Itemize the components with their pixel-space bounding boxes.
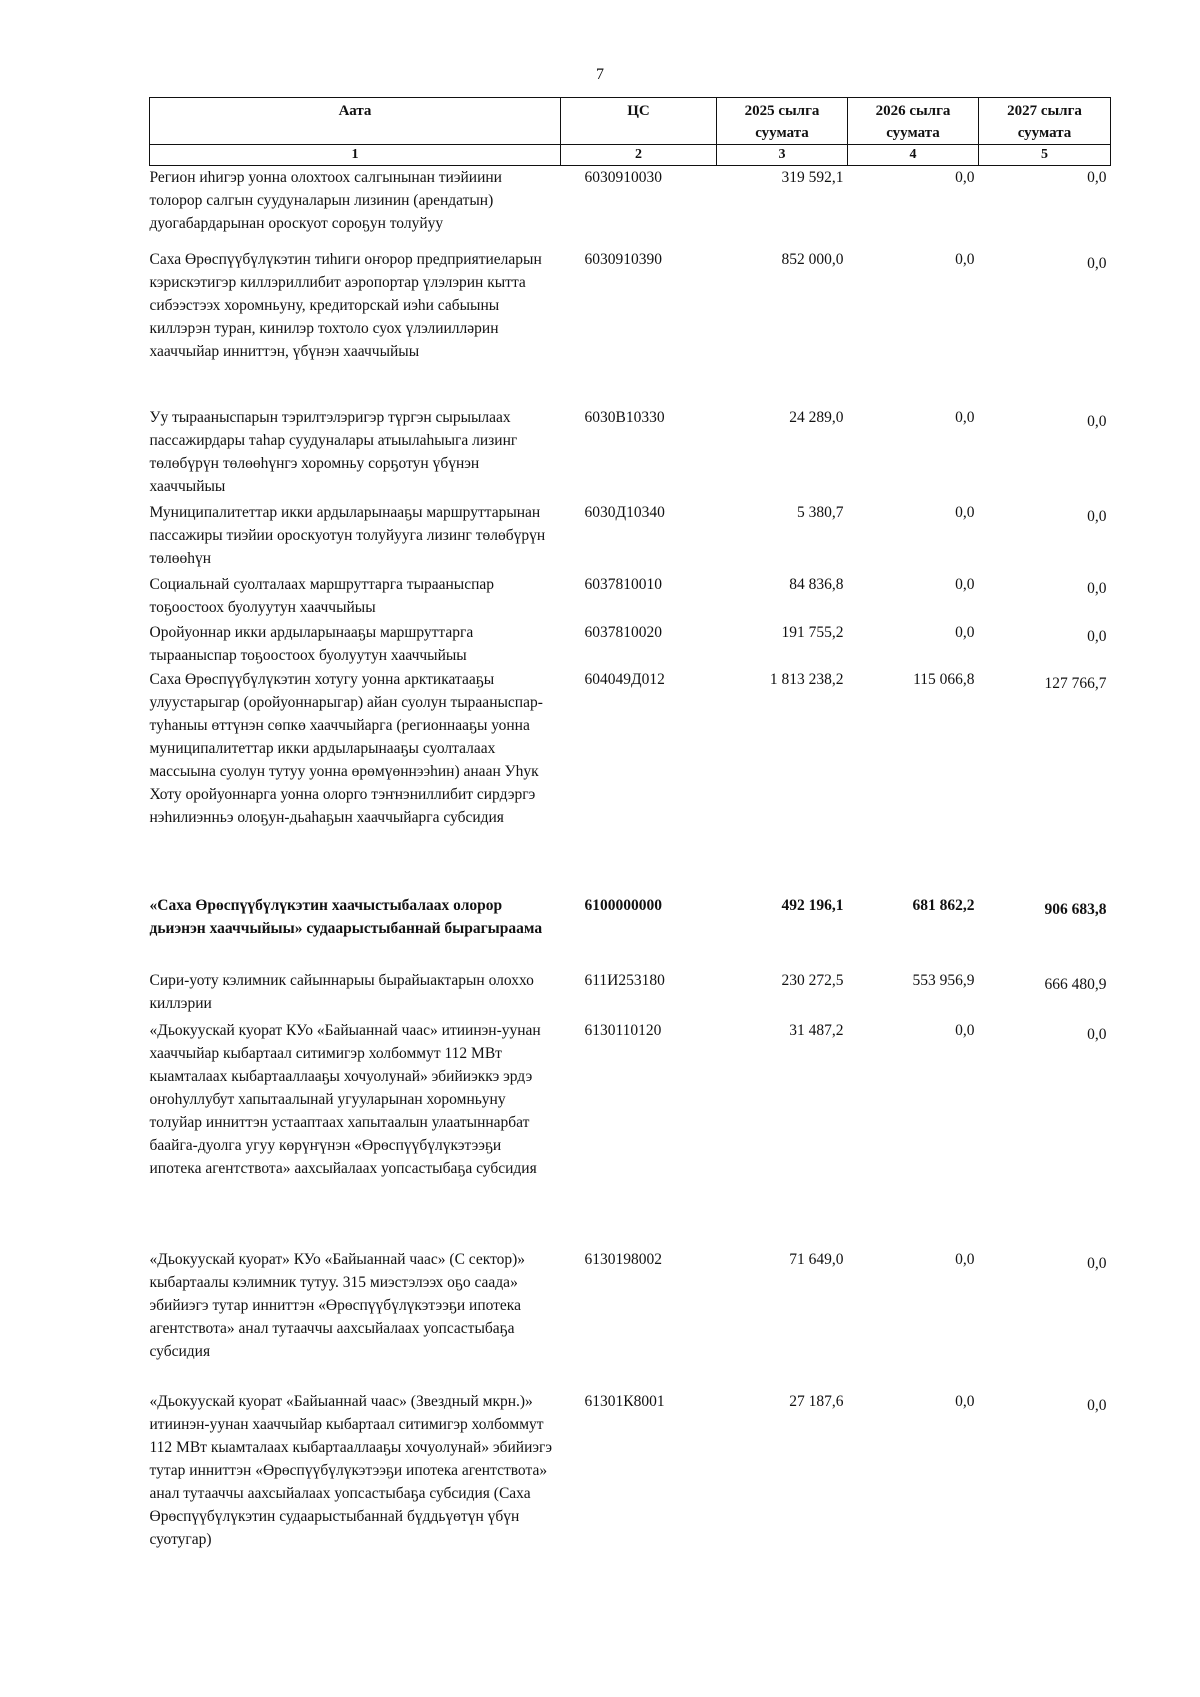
row-name: Оройуоннар икки ардыларынааҕы маршруттарга тырааныспар тоҕоостоох буолуутун хааччыйыы [149,623,474,664]
header-cs: ЦС [561,98,717,145]
row-name: Саха Өрөспүүбүлүкэтин хотугу уонна арктикатааҕы улуустарыгар (оройуоннарыгар) айан суолун тырааныспар-туһаныы өттүнэн сөпкө хааччыйарга (регионнааҕы уонна муниципалитеттар икки ардыларынааҕы суолталаах массыына суолун тутуу уонна өрөмүөннээһин) анаан Уһук Хоту оройуоннарга уонна олорго тэҥнэниллибит сирдэргэ нэһилиэнньэ олоҕун-дьаһаҕын хааччыйарга субсидия [149,670,543,826]
page-number: 7 [596,66,604,83]
row-name: «Дьокуускай куорат «Байыаннай чаас» (Звездный мкрн.)» итиинэн-уунан хааччыйар кыбартаал ситимигэр холбоммут 112 МВт кыамталаах кыбартааллааҕы хочуолунай» эбийиэгэ тутар инниттэн «Өрөспүүбүлүкэтээҕи ипотека агентствота» анал тутааччы аахсыйалаах уопсастыбаҕа субсидия (Саха Өрөспүүбүлүкэтин судаарыстыбаннай бүддьүөтүн үбүн суотугар) [149,1392,553,1548]
row-2026-value: 0,0 [955,623,975,641]
row-2026-value: 115 066,8 [913,670,975,688]
row-2025-value: 191 755,2 [781,623,844,641]
row-2026-value: 553 956,9 [912,971,975,989]
row-2027-value: 0,0 [1087,507,1107,525]
row-2026-value: 681 862,2 [912,896,975,914]
header-2026: 2026 сылга суумата [848,98,979,145]
row-2027-value: 0,0 [1087,169,1107,186]
row-name: Регион иһигэр уонна олохтоох салгынынан тиэйиини толорор салгын суудуналарын лизинин (арендатын) дуогабардарынан ороскуот сороҕун толуйуу [149,169,502,232]
column-number: 3 [717,145,848,166]
row-cs-code: 6100000000 [584,896,662,914]
row-cs-code: 6037810020 [584,623,662,641]
row-name: Сири-уоту кэлимник сайыннарыы бырайыактарын олоххо киллэрии [149,971,534,1012]
row-2027-value: 0,0 [1087,1396,1107,1414]
row-2025-value: 230 272,5 [781,971,844,989]
row-name: Уу тырааныспарын тэрилтэлэригэр түргэн сырыылаах пассажирдары таһар суудуналары атыылаһыыга лизинг төлөбүрүн төлөөһүнгэ хоромньу сорҕотун үбүнэн хааччыйыы [149,408,518,495]
table-row [150,248,1111,406]
table-row [150,969,1111,1019]
row-2025-value: 319 592,1 [781,169,844,186]
row-cs-code: 61301К8001 [584,1392,665,1410]
row-2026-value: 0,0 [955,575,975,593]
row-2025-value: 1 813 238,2 [769,670,844,688]
row-2026-value: 0,0 [955,408,975,426]
table-header-row [150,98,1111,145]
row-2025-value: 71 649,0 [789,1250,844,1268]
row-2025-value: 84 836,8 [789,575,844,593]
column-number: 4 [848,145,979,166]
header-name: Аата [150,98,561,145]
row-name: Саха Өрөспүүбүлүкэтин тиһиги оҥорор предприятиеларын кэрискэтигэр киллэриллибит аэропортар үлэлэрин кытта сибээстээх хоромньуну, кредиторскай иэһи сабыыны киллэрэн туран, кинилэр тохтоло суох үлэлиилләрин хааччыйар инниттэн, үбүнэн хааччыйыы [149,250,542,360]
table-row [150,406,1111,501]
row-2026-value: 0,0 [955,1250,975,1268]
column-number: 2 [561,145,717,166]
header-2027: 2027 сылга суумата [979,98,1111,145]
row-2025-value: 852 000,0 [781,250,844,268]
row-2027-value: 906 683,8 [1044,900,1107,918]
row-2027-value: 0,0 [1087,627,1107,645]
table-row-program [150,894,1111,969]
row-2027-value: 127 766,7 [1044,674,1107,692]
row-name: «Дьокуускай куорат КУо «Байыаннай чаас» итиинэн-уунан хааччыйар кыбартаал ситимигэр холбоммут 112 МВт кыамталаах кыбартааллааҕы хочуолунай» эбийиэккэ эрдэ оҥоһуллубут хапытаалынай угууларынан хоромньуну толуйар инниттэн устааптаах хапытаалын улаатыннарбат баайга-дуолга угуу көрүҥүнэн «Өрөспүүбүлүкэтээҕи ипотека агентствота» аахсыйалаах уопсастыбаҕа субсидия [149,1021,541,1177]
row-cs-code: 6130110120 [584,1021,662,1039]
table-row [150,1019,1111,1248]
table-row [150,166,1111,248]
table-row [150,1248,1111,1390]
row-name: Социальнай суолталаах маршруттарга тырааныспар тоҕоостоох буолуутун хааччыйыы [149,575,495,616]
row-name: Муниципалитеттар икки ардыларынааҕы маршруттарынан пассажиры тиэйии ороскуотун толуйууга лизинг төлөбүрүн төлөөһүн [149,503,546,567]
row-name: «Саха Өрөспүүбүлүкэтин хаачыстыбалаах олорор дьиэнэн хааччыйыы» судаарыстыбаннай бырагыраама [149,896,543,937]
table-row [150,621,1111,668]
row-2026-value: 0,0 [955,250,975,268]
row-2027-value: 0,0 [1087,254,1107,272]
column-number-row [150,145,1111,166]
row-cs-code: 6030910030 [584,169,662,186]
column-number: 5 [979,145,1111,166]
row-2026-value: 0,0 [955,1021,975,1039]
row-cs-code: 6130198002 [584,1250,662,1268]
row-2027-value: 666 480,9 [1044,975,1107,993]
row-2027-value: 0,0 [1087,579,1107,597]
row-2025-value: 27 187,6 [789,1392,844,1410]
table-row [150,573,1111,621]
row-2026-value: 0,0 [955,503,975,521]
row-2025-value: 5 380,7 [797,503,844,521]
table-row [150,501,1111,573]
row-cs-code: 6030910390 [584,250,662,268]
header-2025: 2025 сылга суумата [717,98,848,145]
row-cs-code: 611И253180 [584,971,665,989]
row-2025-value: 24 289,0 [789,408,844,426]
row-2026-value: 0,0 [955,169,975,186]
row-cs-code: 6030В10330 [584,408,665,426]
row-name: «Дьокуускай куорат» КУо «Байыаннай чаас» (С сектор)» кыбартаалы кэлимник тутуу. 315 миэстэлээх оҕо саада» эбийиэгэ тутар инниттэн «Өрөспүүбүлүкэтээҕи ипотека агентствота» анал тутааччы аахсыйалаах уопсастыбаҕа субсидия [149,1250,526,1360]
row-2026-value: 0,0 [955,1392,975,1410]
table-row [150,1390,1111,1590]
column-number: 1 [150,145,561,166]
row-cs-code: 604049Д012 [584,670,665,688]
row-2025-value: 492 196,1 [781,896,844,914]
row-cs-code: 6030Д10340 [584,503,665,521]
row-2027-value: 0,0 [1087,1025,1107,1043]
row-2027-value: 0,0 [1087,1254,1107,1272]
budget-table [149,97,1111,1590]
table-row [150,668,1111,894]
row-cs-code: 6037810010 [584,575,662,593]
row-2025-value: 31 487,2 [789,1021,844,1039]
row-2027-value: 0,0 [1087,412,1107,430]
